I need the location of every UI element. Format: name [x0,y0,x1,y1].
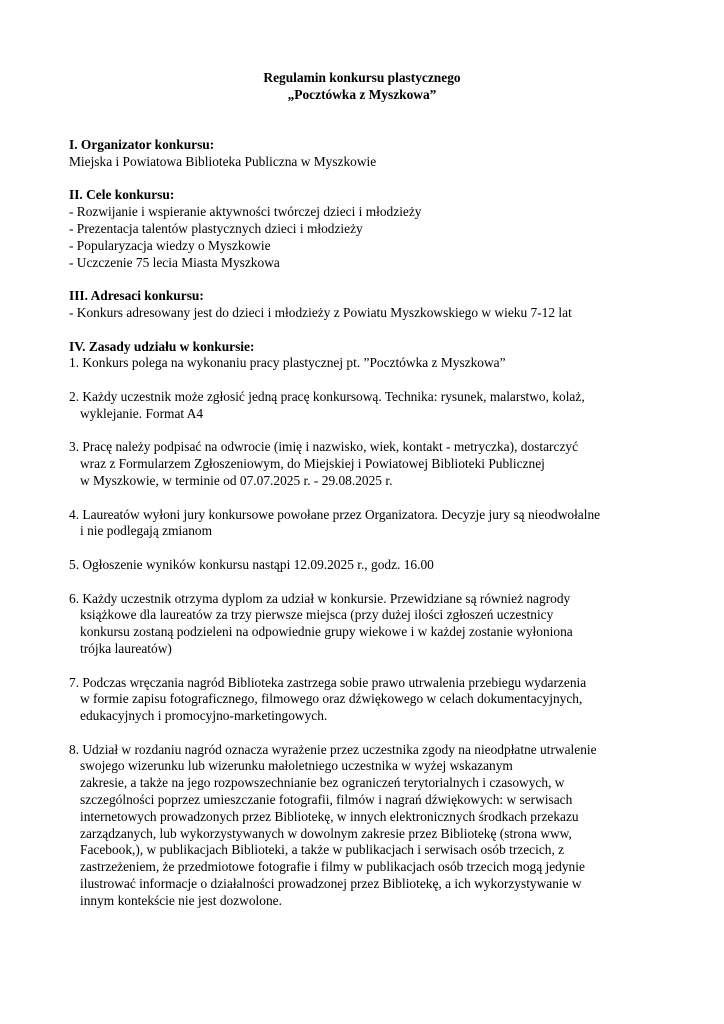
document-subtitle: „Pocztówka z Myszkowa” [287,87,437,102]
rules-list [69,355,659,909]
rule-item-3 [69,439,659,489]
rule-line: trójka laureatów) [80,640,172,656]
rule-line: zastrzeżeniem, że przedmiotowe fotografie i filmy w publikacjach osób trzecich mogą jedynie [80,859,585,875]
rule-line: książkowe dla laureatów za trzy pierwsze miejsca (przy dużej ilości zgłoszeń uczestnicy [80,607,554,623]
rule-item-4 [69,507,659,541]
rule-item-6 [69,591,659,658]
section-audience [69,288,659,322]
list-item: - Rozwijanie i wspieranie aktywności twórczej dzieci i młodzieży [69,204,422,220]
rule-item-8 [69,742,659,910]
rule-line: szczególności poprzez umieszczanie fotografii, filmów i nagrań dźwiękowych: w serwisach [80,792,573,808]
section-heading: I. Organizator konkursu: [69,137,215,152]
section-heading: II. Cele konkursu: [69,187,175,203]
list-item: - Prezentacja talentów plastycznych dzieci i młodzieży [69,220,363,236]
rule-line: 6. Każdy uczestnik otrzyma dyplom za udział w konkursie. Przewidziane są również nagrody [69,590,571,606]
rule-line: innym kontekście nie jest dozwolone. [80,892,282,908]
rule-line: zakresie, a także na jego rozpowszechnianie bez ograniczeń terytorialnych i czasowych, w [80,775,565,791]
rule-line: 2. Każdy uczestnik może zgłosić jedną pracę konkursową. Technika: rysunek, malarstwo, kolaż, [69,388,585,404]
rule-item-7 [69,675,659,725]
rule-line: 8. Udział w rozdaniu nagród oznacza wyrażenie przez uczestnika zgody na nieodpłatne utrwalenie [69,741,597,757]
document-title: Regulamin konkursu plastycznego [263,70,461,85]
list-item: - Konkurs adresowany jest do dzieci i młodzieży z Powiatu Myszkowskiego w wieku 7-12 lat [69,304,572,320]
section-goals [69,187,659,271]
rule-line: 3. Pracę należy podpisać na odwrocie (imię i nazwisko, wiek, kontakt - metryczka), dostarczyć [69,439,579,455]
rule-line: 4. Laureatów wyłoni jury konkursowe powołane przez Organizatora. Decyzje jury są nieodwołalne [69,506,601,522]
rule-line: 7. Podczas wręczania nagród Biblioteka zastrzega sobie prawo utrwalenia przebiegu wydarzenia [69,674,587,690]
rule-line: i nie podlegają zmianom [80,523,213,539]
section-organizer [69,137,659,171]
rule-line: wyklejanie. Format A4 [80,405,204,421]
rule-line: zarządzanych, lub wykorzystywanych w dowolnym zakresie przez Bibliotekę (strona www, [80,825,572,841]
paragraph-line: Miejska i Powiatowa Biblioteka Publiczna w Myszkowie [69,153,377,169]
rule-item-2 [69,389,659,423]
document-body [69,137,659,926]
rule-line: w formie zapisu fotograficznego, filmowego oraz dźwiękowego w celach dokumentacyjnych, [80,691,583,707]
list-item: - Popularyzacja wiedzy o Myszkowie [69,237,271,253]
rule-line: Facebook,), w publikacjach Biblioteki, a także w publikacjach i serwisach osób trzecich, z [80,842,565,858]
section-heading-rules: IV. Zasady udziału w konkursie: [69,338,255,354]
rule-line: edukacyjnych i promocyjno-marketingowych. [80,708,328,724]
rule-line: swojego wizerunku lub wizerunku małoletniego uczestnika w wyżej wskazanym [80,758,513,774]
rule-line: 5. Ogłoszenie wyników konkursu nastąpi 12.09.2025 r., godz. 16.00 [69,556,434,572]
rule-line: ilustrować informacje o działalności prowadzonej przez Bibliotekę, a ich wykorzystywanie w [80,876,582,892]
section-heading: III. Adresaci konkursu: [69,288,204,304]
rule-line: w Myszkowie, w terminie od 07.07.2025 r. - 29.08.2025 r. [80,472,393,488]
rule-line: 1. Konkurs polega na wykonaniu pracy plastycznej pt. ”Pocztówka z Myszkowa” [69,355,506,371]
rule-line: wraz z Formularzem Zgłoszeniowym, do Miejskiej i Powiatowej Biblioteki Publicznej [80,456,545,472]
list-item: - Uczczenie 75 lecia Miasta Myszkowa [69,254,280,270]
rule-item-1 [69,355,659,372]
rule-item-5 [69,557,659,574]
rule-line: internetowych prowadzonych przez Bibliotekę, w innych elektronicznych środkach przekazu [80,808,579,824]
rule-line: konkursu zostaną podzieleni na odpowiednie grupy wiekowe i w każdej zostanie wyłoniona [80,624,573,640]
